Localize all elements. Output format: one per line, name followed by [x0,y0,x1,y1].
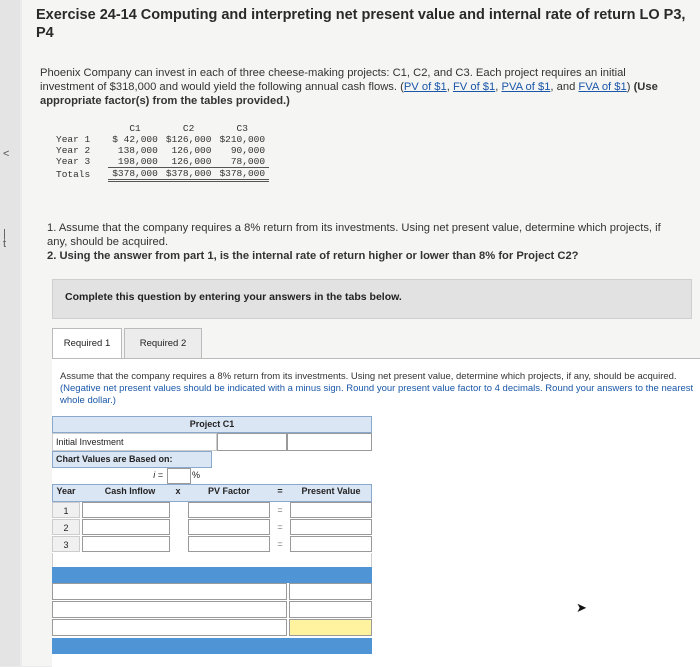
side-mark-text: t [3,238,7,250]
year-label: 1 [52,502,80,518]
panel-instructions-note: (Negative net present values should be indicated with a minus sign. Round your present value factor to 4 decimals. Round your answers to the nearest whole dollar.) [60,383,694,406]
exercise-page [22,0,700,666]
equals-sign: = [277,539,283,549]
col-header-c2: C2 [182,123,195,134]
col-header-c1: C1 [129,123,141,134]
col-pv-factor: PV Factor [207,486,250,496]
net-present-value-label-input[interactable] [52,619,287,636]
exercise-title: Exercise 24-14 Computing and interpreting net present value and internal rate of return LO P3, P4 [36,7,686,41]
initial-investment-pv-input[interactable] [287,433,372,451]
net-present-value-input[interactable] [289,619,372,636]
table-row: Year 1 $ 42,000 $126,000 $210,000 [56,134,266,145]
chart-values-label: Chart Values are Based on: [52,451,212,468]
project-title: Project C1 [52,416,372,433]
summary-label-input[interactable] [52,583,287,600]
side-chevron-icon: < [3,148,10,160]
intro-text: Phoenix Company can invest in each of three cheese-making projects: C1, C2, and C3. Each project requires an initial investment of $318,000 and would yield the following annual cash flows. [40,67,626,93]
section-divider-bar [52,638,372,654]
cash-inflow-input[interactable] [82,519,170,535]
present-value-input[interactable] [290,536,372,552]
year-label: 2 [52,519,80,535]
year-label: 3 [52,536,80,552]
col-year: Year [56,486,76,496]
mouse-cursor-icon: ➤ [576,600,587,615]
initial-investment-input[interactable] [217,433,287,451]
link-fv-of-1[interactable]: FV of $1 [452,81,496,93]
tab-required-2[interactable]: Required 2 [124,328,202,360]
summary-label-input[interactable] [52,601,287,618]
col-cash-inflow: Cash Inflow [104,486,156,496]
cash-inflow-input[interactable] [82,502,170,518]
questions-block [47,221,677,263]
tab-required-1[interactable]: Required 1 [52,328,122,360]
equals-sign: = [277,505,283,515]
complete-banner [52,279,692,319]
spacer-row [52,553,372,567]
equals-sign: = [277,486,283,496]
side-mark: | [3,228,6,240]
table-row: Year 2 138,000 126,000 90,000 [56,145,266,156]
table-row: Year 3 198,000 126,000 78,000 [52,156,269,168]
npv-worksheet [52,416,372,666]
cash-inflow-input[interactable] [82,536,170,552]
col-present-value: Present Value [301,486,361,496]
rate-label: i = [153,470,163,480]
complete-banner-text: Complete this question by entering your answers in the tabs below. [65,291,402,303]
question-2: 2. Using the answer from part 1, is the internal rate of return higher or lower than 8% for Project C2? [47,250,579,262]
table-row-totals: Totals $378,000 $378,000 $378,000 [52,168,269,181]
panel-instructions: Assume that the company requires a 8% return from its investments. Using net present value, determine which projects, if any, should be acquired. (Negative net present values should be indicated with a minus sign. Round your present value factor to 4 decimals. Round your answers to the nearest whole dollar.) [60,371,694,406]
pv-factor-input[interactable] [188,502,270,518]
intro-paragraph: Phoenix Company can invest in each of three cheese-making projects: C1, C2, and C3. Each project requires an initial investment of $318,000 and would yield the following annual cash flows. (PV of $1, FV of $1, PVA of $1, and FVA of $1) (Use appropriate factor(s) from the tables provided.) [40,67,658,107]
initial-investment-label: Initial Investment [52,433,217,451]
percent-sign: % [192,470,201,480]
question-1: 1. Assume that the company requires a 8% return from its investments. Using net present value, determine which projects, if any, should be acquired. [47,222,661,248]
summary-value-input[interactable] [289,583,372,600]
left-margin-strip [0,0,20,666]
section-divider-bar [52,567,372,583]
col-header-c3: C3 [236,123,248,134]
times-sign: x [175,486,181,496]
rate-input[interactable] [167,468,191,484]
summary-value-input[interactable] [289,601,372,618]
link-pv-of-1[interactable]: PV of $1 [403,81,447,93]
pv-factor-input[interactable] [188,536,270,552]
cash-flow-table [52,123,269,182]
factor-instruction: (Use appropriate factor(s) from the tables provided.) [40,81,658,107]
pv-factor-input[interactable] [188,519,270,535]
link-fva-of-1[interactable]: FVA of $1 [578,81,627,93]
present-value-input[interactable] [290,519,372,535]
link-pva-of-1[interactable]: PVA of $1 [501,81,551,93]
equals-sign: = [277,522,283,532]
present-value-input[interactable] [290,502,372,518]
